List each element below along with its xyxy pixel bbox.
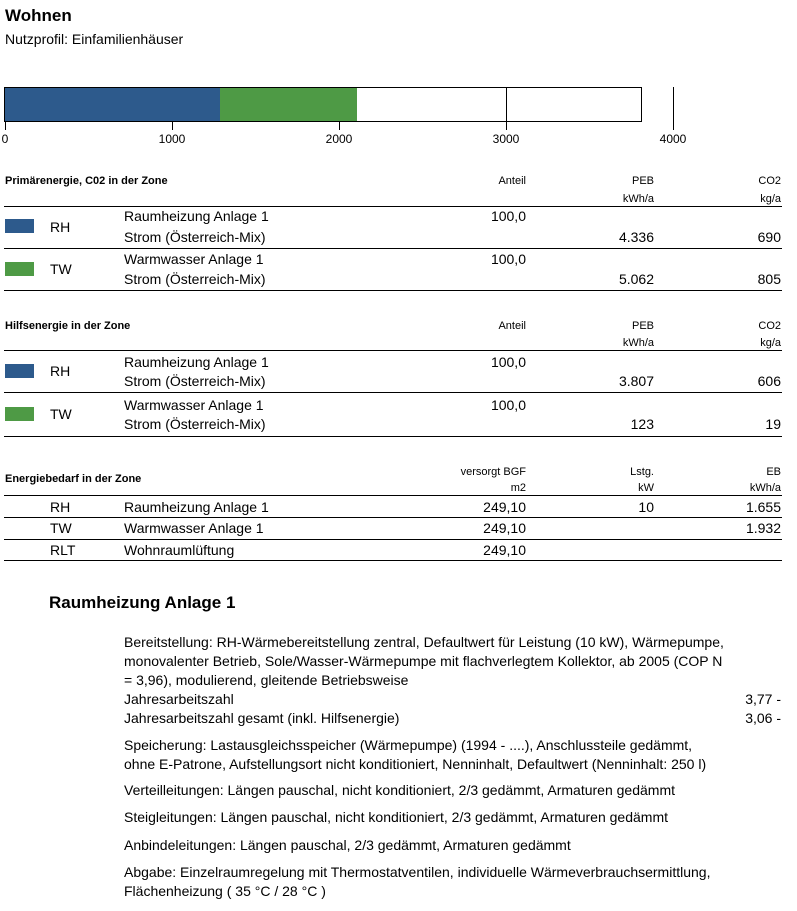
jaz-label: Jahresarbeitszahl <box>124 691 234 707</box>
aux-col-co2: CO2 <box>758 320 781 332</box>
demand-col-bgf-unit: m2 <box>510 482 526 494</box>
speicherung-text <box>124 736 744 774</box>
x-tick-mark <box>673 122 674 130</box>
primary-row-peb: 5.062 <box>618 271 654 287</box>
steigleitungen-text: Steigleitungen: Längen pauschal, nicht konditioniert, 2/3 gedämmt, Armaturen gedämmt <box>124 809 668 825</box>
jaz-value: 3,77 - <box>745 691 781 707</box>
primary-section-title: Primärenergie, C02 in der Zone <box>5 175 168 187</box>
primary-section-rule <box>4 290 782 291</box>
aux-section-title: Hilfsenergie in der Zone <box>5 320 131 332</box>
aux-row-system: Warmwasser Anlage 1 <box>124 397 264 413</box>
demand-row-name: Raumheizung Anlage 1 <box>124 499 269 515</box>
demand-row-name: Warmwasser Anlage 1 <box>124 520 264 536</box>
text-line: Abgabe: Einzelraumregelung mit Thermostatventilen, individuelle Wärmeverbrauchsermittlung, <box>124 864 711 880</box>
x-tick-label: 1000 <box>158 132 186 146</box>
demand-col-eb: EB <box>766 466 781 478</box>
primary-row-carrier: Strom (Österreich-Mix) <box>124 271 266 287</box>
aux-section-rule <box>4 436 782 437</box>
aux-row-peb: 123 <box>630 416 654 432</box>
demand-row-code: RLT <box>50 542 76 558</box>
primary-col-co2-unit: kg/a <box>760 193 781 205</box>
abgabe-text <box>124 863 744 901</box>
demand-row-name: Wohnraumlüftung <box>124 542 235 558</box>
demand-row-code: RH <box>50 499 71 515</box>
aux-col-co2-unit: kg/a <box>760 337 781 349</box>
primary-row-carrier: Strom (Österreich-Mix) <box>124 229 266 245</box>
x-tick-label: 4000 <box>659 132 687 146</box>
demand-section-rule <box>4 560 782 561</box>
demand-col-bgf: versorgt BGF <box>460 466 526 478</box>
x-tick-mark <box>172 122 173 130</box>
bar-frame <box>4 87 642 122</box>
legend-swatch-tw <box>5 407 34 421</box>
primary-row-co2: 805 <box>757 271 781 287</box>
demand-col-lstg-unit: kW <box>638 482 654 494</box>
aux-col-peb: PEB <box>631 320 654 332</box>
anbindeleitungen-text: Anbindeleitungen: Längen pauschal, 2/3 gedämmt, Armaturen gedämmt <box>124 837 571 853</box>
demand-row-bgf: 249,10 <box>483 499 526 515</box>
demand-col-eb-unit: kWh/a <box>749 482 781 494</box>
primary-header-rule <box>4 206 782 207</box>
aux-row-peb: 3.807 <box>618 373 654 389</box>
x-tick-mark <box>5 122 6 130</box>
legend-swatch-tw <box>5 262 34 276</box>
demand-row-eb: 1.932 <box>745 520 781 536</box>
demand-row-code: TW <box>50 520 72 536</box>
x-tick-mark <box>506 122 507 130</box>
aux-col-peb-unit: kWh/a <box>622 337 654 349</box>
demand-row-eb: 1.655 <box>745 499 781 515</box>
text-line: = 3,96), modulierend, gleitende Betriebsweise <box>124 672 409 688</box>
aux-row-carrier: Strom (Österreich-Mix) <box>124 373 266 389</box>
aux-row-carrier: Strom (Österreich-Mix) <box>124 416 266 432</box>
legend-swatch-rh <box>5 219 34 233</box>
aux-row-system: Raumheizung Anlage 1 <box>124 354 269 370</box>
primary-row-peb: 4.336 <box>618 229 654 245</box>
page-title: Wohnen <box>5 6 72 25</box>
demand-section-title: Energiebedarf in der Zone <box>5 473 142 485</box>
aux-row-code: TW <box>50 406 72 422</box>
x-tick-mark <box>339 122 340 130</box>
jaz-total-value: 3,06 - <box>745 710 781 726</box>
x-tick-label: 0 <box>1 132 9 146</box>
primary-col-peb-unit: kWh/a <box>622 193 654 205</box>
primary-row-system: Warmwasser Anlage 1 <box>124 251 264 267</box>
verteilleitungen-text: Verteilleitungen: Längen pauschal, nicht konditioniert, 2/3 gedämmt, Armaturen gedämmt <box>124 782 675 798</box>
demand-row-rule <box>4 539 782 540</box>
demand-header-rule <box>4 495 782 496</box>
aux-row-co2: 606 <box>757 373 781 389</box>
jaz-total-label: Jahresarbeitszahl gesamt (inkl. Hilfsenergie) <box>124 710 400 726</box>
text-line: Flächenheizung ( 35 °C / 28 °C ) <box>124 883 326 899</box>
primary-row-anteil: 100,0 <box>490 251 526 267</box>
primary-col-peb: PEB <box>631 175 654 187</box>
aux-row-anteil: 100,0 <box>490 397 526 413</box>
primary-row-rule <box>4 248 782 249</box>
primary-row-code: RH <box>50 219 71 235</box>
text-line: monovalenter Betrieb, Sole/Wasser-Wärmepumpe mit flachverlegtem Kollektor, ab 2005 (COP N <box>124 653 723 669</box>
system-section-title: Raumheizung Anlage 1 <box>49 593 236 612</box>
aux-col-anteil: Anteil <box>498 320 526 332</box>
demand-row-lstg: 10 <box>638 499 654 515</box>
bereitstellung-text <box>124 633 744 690</box>
page-subtitle: Nutzprofil: Einfamilienhäuser <box>5 31 184 47</box>
text-line: Bereitstellung: RH-Wärmebereitstellung zentral, Defaultwert für Leistung (10 kW), Wärmepumpe, <box>124 634 724 650</box>
aux-row-rule <box>4 392 782 393</box>
demand-row-rule <box>4 517 782 518</box>
aux-row-anteil: 100,0 <box>490 354 526 370</box>
demand-col-lstg: Lstg. <box>630 466 654 478</box>
demand-row-bgf: 249,10 <box>483 542 526 558</box>
primary-row-code: TW <box>50 261 72 277</box>
x-tick-label: 3000 <box>492 132 520 146</box>
primary-row-co2: 690 <box>757 229 781 245</box>
primary-row-anteil: 100,0 <box>490 208 526 224</box>
text-line: Speicherung: Lastausgleichsspeicher (Wärmepumpe) (1994 - ....), Anschlussteile gedämmt, <box>124 737 693 753</box>
primary-col-co2: CO2 <box>758 175 781 187</box>
primary-col-anteil: Anteil <box>498 175 526 187</box>
x-tick-label: 2000 <box>325 132 353 146</box>
text-line: ohne E-Patrone, Aufstellungsort nicht konditioniert, Nenninhalt, Defaultwert (Nenninhalt: 250 l) <box>124 756 707 772</box>
aux-row-code: RH <box>50 363 71 379</box>
aux-header-rule <box>4 350 782 351</box>
legend-swatch-rh <box>5 364 34 378</box>
primary-row-system: Raumheizung Anlage 1 <box>124 208 269 224</box>
aux-row-co2: 19 <box>765 416 781 432</box>
demand-row-bgf: 249,10 <box>483 520 526 536</box>
